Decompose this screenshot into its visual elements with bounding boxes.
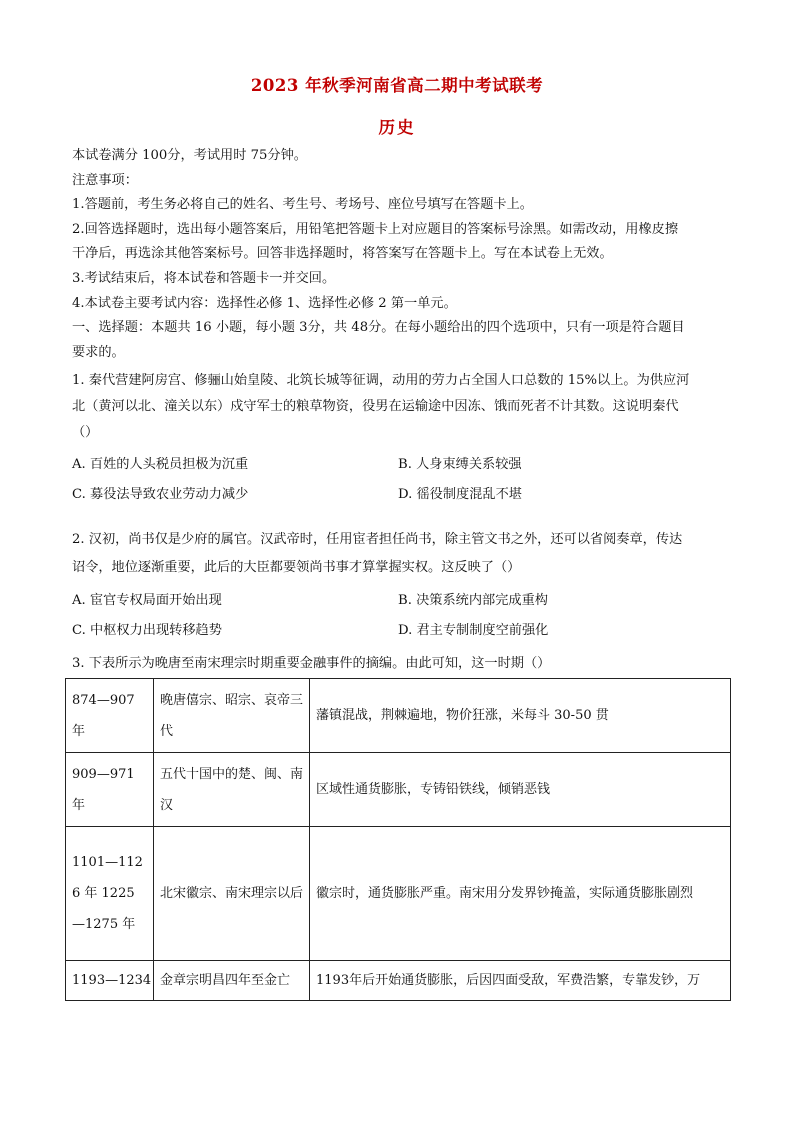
intro-line: 本试卷满分 100分，考试用时 75分钟。 (72, 148, 307, 163)
years-cell: 874—907 年 (66, 679, 154, 753)
option-a[interactable]: A. 宦官专权局面开始出现 (72, 593, 222, 608)
question-stem: 诏令，地位逐渐重要，此后的大臣都要领尚书事才算掌握实权。这反映了（） (72, 560, 521, 575)
table-row (66, 961, 731, 1001)
event-cell: 藩镇混战，荆棘遍地，物价狂涨，米每斗 30-50 贯 (310, 679, 731, 753)
dynasty-cell: 晚唐僖宗、昭宗、哀帝三代 (154, 679, 310, 753)
option-b[interactable]: B. 人身束缚关系较强 (398, 457, 522, 472)
years-cell: 1101—1126 年 1225—1275 年 (66, 827, 154, 961)
years-cell: 1193—1234 (66, 961, 154, 1001)
event-cell: 1193年后开始通货膨胀，后因四面受敌，军费浩繁，专靠发钞，万 (310, 961, 731, 1001)
dynasty-cell: 五代十国中的楚、闽、南汉 (154, 753, 310, 827)
notice-item: 3.考试结束后，将本试卷和答题卡一并交回。 (72, 270, 336, 286)
table-row (66, 753, 731, 827)
option-c[interactable]: C. 募役法导致农业劳动力减少 (72, 487, 249, 502)
option-b[interactable]: B. 决策系统内部完成重构 (398, 593, 548, 608)
instructions-block (72, 144, 724, 365)
notice-item: 1.答题前，考生务必将自己的姓名、考生号、考场号、座位号填写在答题卡上。 (72, 197, 533, 213)
option-d[interactable]: D. 徭役制度混乱不堪 (398, 487, 522, 502)
notice-item: 干净后，再选涂其他答案标号。回答非选择题时，将答案写在答题卡上。写在本试卷上无效。 (72, 246, 613, 262)
notice-item: 2.回答选择题时，选出每小题答案后，用铅笔把答题卡上对应题目的答案标号涂黑。如需改动，用橡皮擦 (72, 221, 679, 237)
years-cell: 909—971 年 (66, 753, 154, 827)
question-stem: 2. 汉初，尚书仅是少府的属官。汉武帝时，任用宦者担任尚书，除主管文书之外，还可以省阅奏章，传达 (72, 532, 683, 547)
dynasty-cell: 北宋徽宗、南宋理宗以后 (154, 827, 310, 961)
notice-label: 注意事项： (72, 172, 138, 188)
question-stem: （） (72, 425, 99, 440)
question-3 (72, 652, 724, 677)
table-row (66, 827, 731, 961)
table-row (66, 679, 731, 753)
option-c[interactable]: C. 中枢权力出现转移趋势 (72, 623, 222, 638)
event-cell: 区域性通货膨胀，专铸铅铁线，倾销恶钱 (310, 753, 731, 827)
section-heading: 一、选择题：本题共 16 小题，每小题 3分，共 48分。在每小题给出的四个选项中，只有一项是符合题目 (72, 320, 685, 336)
question-1 (72, 368, 724, 510)
question-2 (72, 526, 724, 646)
option-d[interactable]: D. 君主专制制度空前强化 (398, 623, 549, 638)
option-a[interactable]: A. 百姓的人头税员担极为沉重 (72, 457, 249, 472)
question-stem: 北（黄河以北、潼关以东）戍守军士的粮草物资，役男在运输途中因冻、饿而死者不计其数。这说明秦代 (72, 399, 679, 414)
subject-title: 历史 (378, 118, 416, 137)
exam-title: 2023 年秋季河南省高二期中考试联考 (250, 76, 544, 95)
dynasty-cell: 金章宗明昌四年至金亡 (154, 961, 310, 1001)
event-cell: 徽宗时，通货膨胀严重。南宋用分发界钞掩盖，实际通货膨胀剧烈 (310, 827, 731, 961)
notice-item: 4.本试卷主要考试内容：选择性必修 1、选择性必修 2 第一单元。 (72, 295, 457, 311)
question-stem: 3. 下表所示为晚唐至南宋理宗时期重要金融事件的摘编。由此可知，这一时期（） (72, 656, 551, 671)
question-stem: 1. 秦代营建阿房宫、修骊山始皇陵、北筑长城等征调，动用的劳力占全国人口总数的 15%以上。为供应河 (72, 373, 690, 388)
finance-events-table (65, 678, 731, 1001)
section-heading-cont: 要求的。 (72, 344, 125, 360)
